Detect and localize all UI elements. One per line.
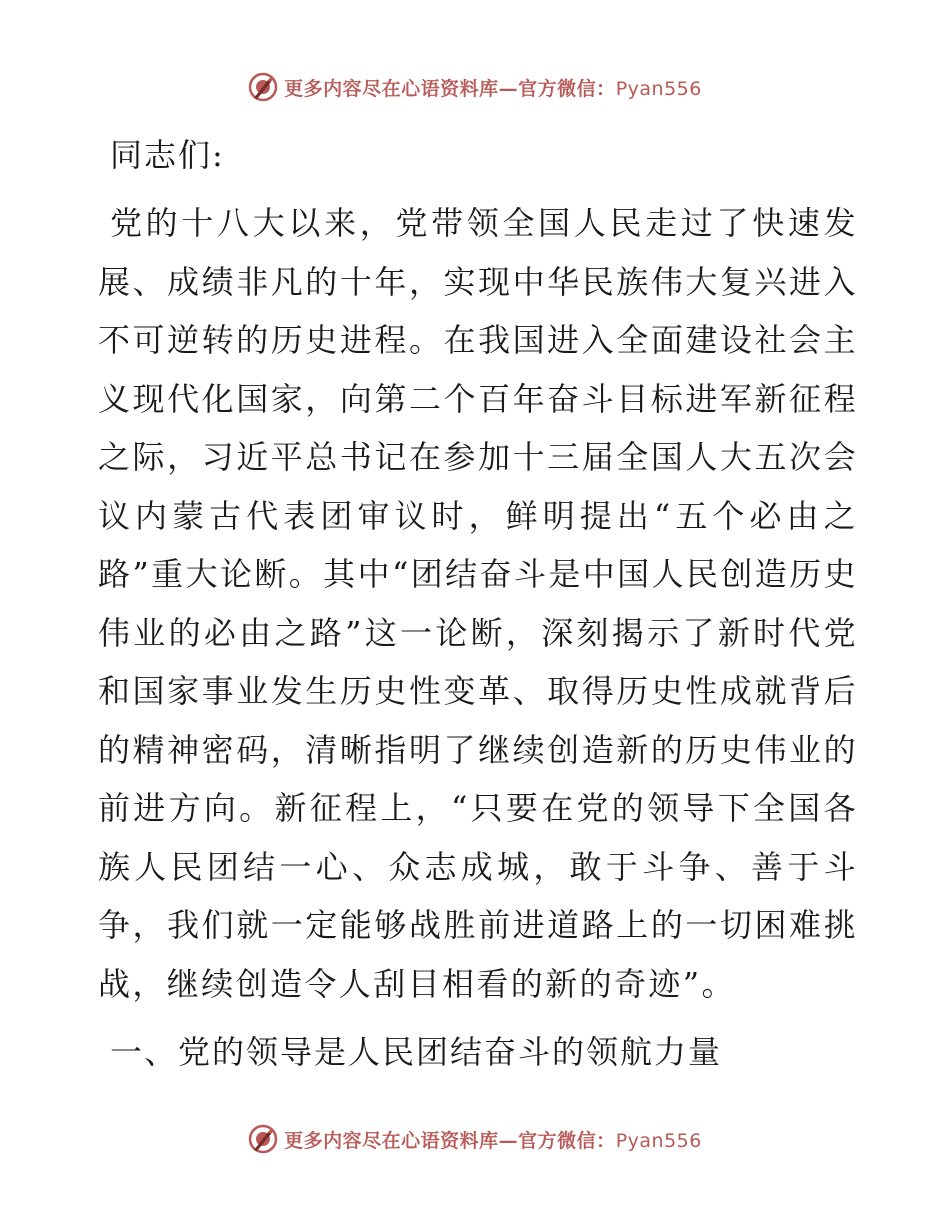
- document-body: [98, 120, 858, 1081]
- pen-logo-icon: [248, 72, 278, 102]
- watermark-separator: —: [498, 77, 519, 100]
- section-heading: 一、党的领导是人民团结奋斗的领航力量: [110, 1033, 723, 1071]
- header-watermark: [0, 72, 950, 102]
- salutation: 同志们:: [110, 136, 225, 174]
- watermark-wechat-label: 官方微信：: [518, 77, 616, 100]
- watermark-text: [284, 74, 702, 101]
- watermark-site-text: 更多内容尽在心语资料库: [284, 1129, 499, 1152]
- watermark-separator: —: [498, 1129, 519, 1152]
- watermark-wechat-label: 官方微信：: [518, 1129, 616, 1152]
- watermark-wechat-handle: Pyan556: [615, 1129, 702, 1152]
- watermark-text: [284, 1126, 702, 1153]
- watermark-site-text: 更多内容尽在心语资料库: [284, 77, 499, 100]
- pen-logo-icon: [248, 1124, 278, 1154]
- body-paragraph: 党的十八大以来，党带领全国人民走过了快速发展、成绩非凡的十年，实现中华民族伟大复兴进入不可逆转的历史进程。在我国进入全面建设社会主义现代化国家，向第二个百年奋斗目标进军新征程之际，习近平总书记在参加十三届全国人大五次会议内蒙古代表团审议时，鲜明提出“五个必由之路”重大论断。其中“团结奋斗是中国人民创造历史伟业的必由之路”这一论断，深刻揭示了新时代党和国家事业发生历史性变革、取得历史性成就背后的精神密码，清晰指明了继续创造新的历史伟业的前进方向。新征程上，“只要在党的领导下全国各族人民团结一心、众志成城，敢于斗争、善于斗争，我们就一定能够战胜前进道路上的一切困难挑战，继续创造令人刮目相看的新的奇迹”。: [98, 204, 858, 1003]
- footer-watermark: [0, 1124, 950, 1154]
- watermark-wechat-handle: Pyan556: [615, 77, 702, 100]
